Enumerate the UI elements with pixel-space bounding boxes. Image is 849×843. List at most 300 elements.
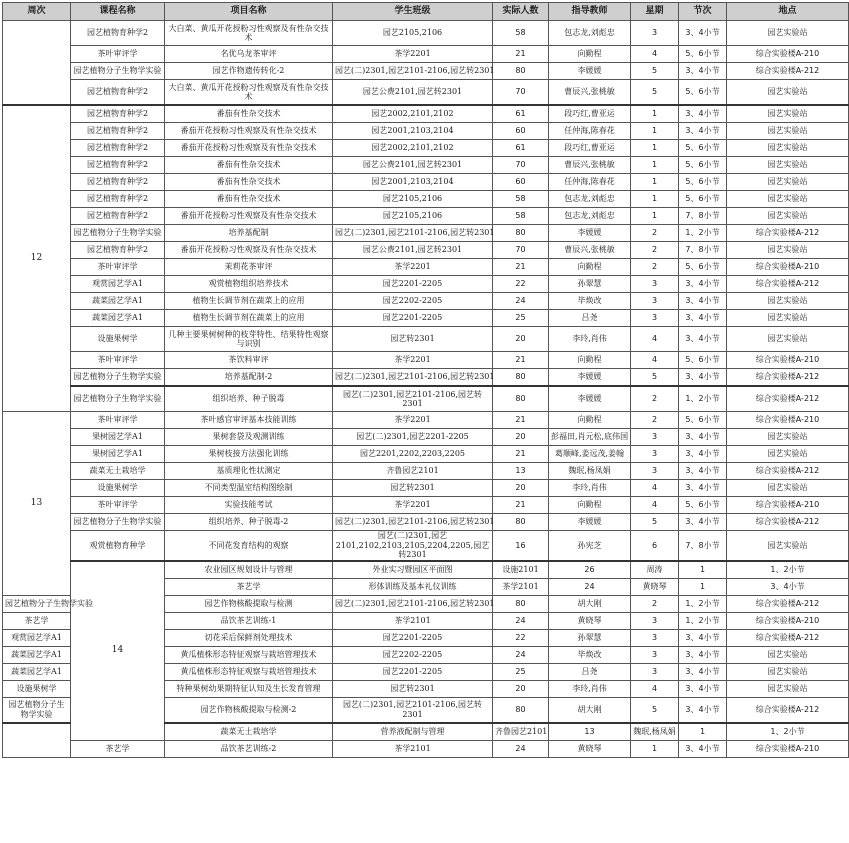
teacher-cell: 魏珉,杨凤娟 (549, 463, 631, 480)
weekday-cell: 1 (631, 140, 679, 157)
class-cell: 园艺(二)2301,园艺2201-2205 (333, 429, 493, 446)
teacher-cell: 段巧红,曹亚运 (549, 140, 631, 157)
weekday-cell: 4 (631, 497, 679, 514)
class-cell: 园艺(二)2301,园艺2101-2106,园艺转2301 (333, 225, 493, 242)
course-cell: 蔬菜园艺学A1 (71, 293, 165, 310)
class-cell: 园艺2002,2101,2102 (333, 140, 493, 157)
course-cell: 园艺植物育种学2 (71, 157, 165, 174)
project-cell: 园艺作物核酸提取与检测 (165, 595, 333, 612)
period-cell: 3、4小节 (679, 446, 727, 463)
count-cell: 20 (493, 680, 549, 697)
project-cell: 培养基配制-2 (165, 369, 333, 387)
class-cell: 园艺转2301 (333, 480, 493, 497)
project-cell: 切花采后保鲜剂处理技术 (165, 629, 333, 646)
table-row (3, 310, 849, 327)
count-cell: 80 (493, 386, 549, 412)
period-cell: 1、2小节 (679, 612, 727, 629)
location-cell: 园艺实验站 (727, 293, 849, 310)
table-row (3, 276, 849, 293)
course-cell: 蔬菜无土栽培学 (71, 463, 165, 480)
teacher-cell: 李媛媛 (549, 514, 631, 531)
teacher-cell: 任仲海,陈春花 (549, 174, 631, 191)
project-cell: 番茄有性杂交技术 (165, 157, 333, 174)
course-cell: 园艺植物育种学2 (71, 208, 165, 225)
course-cell: 茶艺学 (165, 578, 333, 595)
table-row (3, 463, 849, 480)
course-cell: 观赏植物育种学 (71, 531, 165, 561)
week-cell (3, 723, 71, 758)
course-cell: 茶叶审评学 (71, 412, 165, 429)
location-cell: 园艺实验站 (727, 123, 849, 140)
count-cell: 70 (493, 80, 549, 106)
period-cell: 3、4小节 (679, 463, 727, 480)
weekday-cell: 3 (631, 446, 679, 463)
weekday-cell: 1 (679, 578, 727, 595)
weekday-cell: 2 (631, 412, 679, 429)
class-cell: 茶学2201 (333, 497, 493, 514)
location-cell: 综合实验楼A-210 (727, 259, 849, 276)
location-cell: 园艺实验站 (727, 174, 849, 191)
class-cell: 茶学2201 (333, 46, 493, 63)
class-cell: 园艺(二)2301,园艺2101,2102,2103,2105,2204,2205,园艺转2301 (333, 531, 493, 561)
location-cell: 园艺实验站 (727, 21, 849, 46)
project-cell: 番茄开花授粉习性观察及有性杂交技术 (165, 208, 333, 225)
teacher-cell: 包志龙,刘彪忠 (549, 21, 631, 46)
teacher-cell: 葛顺峰,姜远茂,姜翰 (549, 446, 631, 463)
project-cell: 植物生长调节剂在蔬菜上的应用 (165, 293, 333, 310)
weekday-cell: 2 (631, 225, 679, 242)
project-cell: 果树枝接方法强化训练 (165, 446, 333, 463)
location-cell: 综合实验楼A-210 (727, 412, 849, 429)
course-cell: 园艺植物育种学2 (71, 105, 165, 123)
project-cell: 番茄有性杂交技术 (165, 174, 333, 191)
teacher-cell: 向勤程 (549, 412, 631, 429)
teacher-cell: 胡大刚 (549, 595, 631, 612)
count-cell: 61 (493, 140, 549, 157)
period-cell: 3、4小节 (679, 123, 727, 140)
period-cell: 1、2小节 (679, 595, 727, 612)
class-cell: 茶学2101 (333, 740, 493, 757)
count-cell: 80 (493, 63, 549, 80)
class-cell: 园艺公费2101,园艺转2301 (333, 80, 493, 106)
teacher-cell: 毕焕改 (549, 646, 631, 663)
weekday-cell: 5 (631, 514, 679, 531)
period-cell: 3、4小节 (679, 276, 727, 293)
weekday-cell: 3 (631, 21, 679, 46)
project-cell: 形体训练及基本礼仪训练 (333, 578, 493, 595)
count-cell: 58 (493, 191, 549, 208)
class-cell: 园艺公费2101,园艺转2301 (333, 157, 493, 174)
count-cell: 24 (493, 646, 549, 663)
count-cell: 80 (493, 595, 549, 612)
table-row (3, 369, 849, 387)
period-cell: 5、6小节 (679, 140, 727, 157)
project-cell: 果树套袋及观测训练 (165, 429, 333, 446)
class-cell: 园艺2105,2106 (333, 191, 493, 208)
count-cell: 21 (493, 46, 549, 63)
course-cell: 园艺植物分子生物学实验 (71, 514, 165, 531)
week-cell (3, 21, 71, 106)
teacher-cell: 李媛媛 (549, 369, 631, 387)
teacher-cell: 黄晓琴 (549, 740, 631, 757)
course-cell: 园艺植物分子生物学实验 (71, 386, 165, 412)
header-period: 节次 (679, 3, 727, 21)
period-cell: 3、4小节 (679, 21, 727, 46)
count-cell: 58 (493, 208, 549, 225)
course-cell: 茶叶审评学 (71, 352, 165, 369)
period-cell: 3、4小节 (679, 369, 727, 387)
location-cell: 园艺实验站 (727, 327, 849, 352)
course-cell: 蔬菜园艺学A1 (3, 646, 71, 663)
class-cell: 园艺2202-2205 (333, 293, 493, 310)
location-cell: 园艺实验站 (727, 429, 849, 446)
table-row (3, 497, 849, 514)
table-row (3, 561, 849, 579)
table-row (3, 80, 849, 106)
count-cell: 20 (493, 327, 549, 352)
teacher-cell: 向勤程 (549, 352, 631, 369)
project-cell: 番茄开花授粉习性观察及有性杂交技术 (165, 123, 333, 140)
project-cell: 组织培养、种子脱毒 (165, 386, 333, 412)
count-cell: 80 (493, 369, 549, 387)
count-cell: 13 (493, 463, 549, 480)
weekday-cell: 4 (631, 680, 679, 697)
teacher-cell: 任仲海,陈春花 (549, 123, 631, 140)
teacher-cell: 李媛媛 (549, 386, 631, 412)
course-cell: 园艺植物育种学2 (71, 21, 165, 46)
count-cell: 25 (493, 310, 549, 327)
table-row (3, 123, 849, 140)
header-week: 周次 (3, 3, 71, 21)
course-cell: 观赏园艺学A1 (3, 629, 71, 646)
count-cell: 70 (493, 157, 549, 174)
location-cell: 综合实验楼A-210 (727, 612, 849, 629)
weekday-cell: 3 (631, 429, 679, 446)
table-row (3, 21, 849, 46)
course-cell: 园艺植物分子生物学实验 (3, 595, 71, 612)
course-cell: 园艺植物育种学2 (71, 123, 165, 140)
class-cell: 园艺2202-2205 (333, 646, 493, 663)
weekday-cell: 1 (679, 561, 727, 579)
teacher-cell: 魏珉,杨凤娟 (631, 723, 679, 741)
table-row (3, 174, 849, 191)
project-cell: 品饮茶艺训练-1 (165, 612, 333, 629)
location-cell: 园艺实验站 (727, 680, 849, 697)
table-row (3, 531, 849, 561)
period-cell: 3、4小节 (679, 663, 727, 680)
location-cell: 综合实验楼A-212 (727, 514, 849, 531)
location-cell: 综合实验楼A-210 (727, 740, 849, 757)
period-cell: 5、6小节 (679, 259, 727, 276)
weekday-cell: 3 (631, 293, 679, 310)
period-cell: 7、8小节 (679, 531, 727, 561)
count-cell: 21 (493, 352, 549, 369)
project-cell: 大白菜、黄瓜开花授粉习性观察及有性杂交技术 (165, 80, 333, 106)
location-cell: 园艺实验站 (727, 663, 849, 680)
project-cell: 黄瓜植株形态特征观察与栽培管理技术 (165, 663, 333, 680)
schedule-body (3, 21, 849, 758)
course-cell: 园艺植物分子生物学实验 (71, 63, 165, 80)
course-cell: 茶叶审评学 (71, 46, 165, 63)
teacher-cell: 李玲,肖伟 (549, 480, 631, 497)
period-cell: 1、2小节 (727, 561, 849, 579)
table-row (3, 63, 849, 80)
header-teacher: 指导教师 (549, 3, 631, 21)
location-cell: 综合实验楼A-210 (727, 46, 849, 63)
location-cell: 园艺实验站 (727, 80, 849, 106)
project-cell: 园艺作物核酸提取与检测-2 (165, 697, 333, 723)
teacher-cell: 李玲,肖伟 (549, 680, 631, 697)
project-cell: 黄瓜植株形态特征观察与栽培管理技术 (165, 646, 333, 663)
location-cell: 园艺实验站 (727, 646, 849, 663)
class-cell: 园艺2105,2106 (333, 21, 493, 46)
table-row (3, 225, 849, 242)
location-cell: 园艺实验站 (727, 191, 849, 208)
period-cell: 3、4小节 (679, 646, 727, 663)
teacher-cell: 包志龙,刘彪忠 (549, 191, 631, 208)
project-cell: 大白菜、黄瓜开花授粉习性观察及有性杂交技术 (165, 21, 333, 46)
table-row (3, 259, 849, 276)
class-cell: 园艺(二)2301,园艺2101-2106,园艺转2301 (333, 697, 493, 723)
project-cell: 不同花发育结构的观察 (165, 531, 333, 561)
course-cell: 茶艺学 (71, 740, 165, 757)
period-cell: 1、2小节 (679, 225, 727, 242)
period-cell: 5、6小节 (679, 191, 727, 208)
location-cell: 综合实验楼A-212 (727, 595, 849, 612)
schedule-sheet (2, 2, 820, 758)
weekday-cell: 3 (631, 463, 679, 480)
period-cell: 3、4小节 (679, 480, 727, 497)
period-cell: 1、2小节 (727, 723, 849, 741)
teacher-cell: 曹辰兴,张桃敏 (549, 157, 631, 174)
class-cell: 园艺2201-2205 (333, 663, 493, 680)
location-cell: 综合实验楼A-212 (727, 386, 849, 412)
teacher-cell: 曹辰兴,张桃敏 (549, 242, 631, 259)
weekday-cell: 3 (631, 663, 679, 680)
week-cell: 13 (3, 412, 71, 596)
table-row (3, 352, 849, 369)
class-cell: 园艺2201-2205 (333, 629, 493, 646)
period-cell: 5、6小节 (679, 80, 727, 106)
weekday-cell: 6 (631, 531, 679, 561)
project-cell: 品饮茶艺训练-2 (165, 740, 333, 757)
weekday-cell: 1 (679, 723, 727, 741)
course-cell: 设施果树学 (71, 480, 165, 497)
location-cell: 园艺实验站 (727, 480, 849, 497)
count-cell: 21 (493, 446, 549, 463)
period-cell: 3、4小节 (679, 697, 727, 723)
weekday-cell: 5 (631, 369, 679, 387)
course-cell: 茶叶审评学 (71, 497, 165, 514)
class-cell: 茶学2201 (333, 412, 493, 429)
period-cell: 3、4小节 (679, 310, 727, 327)
period-cell: 5、6小节 (679, 157, 727, 174)
weekday-cell: 3 (631, 646, 679, 663)
teacher-cell: 李媛媛 (549, 63, 631, 80)
project-cell: 番茄开花授粉习性观察及有性杂交技术 (165, 242, 333, 259)
location-cell: 园艺实验站 (727, 140, 849, 157)
weekday-cell: 1 (631, 208, 679, 225)
weekday-cell: 5 (631, 697, 679, 723)
count-cell: 24 (493, 612, 549, 629)
header-location: 地点 (727, 3, 849, 21)
project-cell: 特种果树幼果期特征认知及生长发育管理 (165, 680, 333, 697)
teacher-cell: 段巧红,曹亚运 (549, 105, 631, 123)
period-cell: 3、4小节 (679, 514, 727, 531)
project-cell: 几种主要果树树种的枝芽特性、结果特性观察与识别 (165, 327, 333, 352)
count-cell: 21 (493, 497, 549, 514)
location-cell: 综合实验楼A-212 (727, 276, 849, 293)
period-cell: 1、2小节 (679, 386, 727, 412)
table-row (3, 740, 849, 757)
count-cell: 80 (493, 514, 549, 531)
weekday-cell: 4 (631, 480, 679, 497)
teacher-cell: 彭福田,肖元松,底伟国 (549, 429, 631, 446)
count-cell: 80 (493, 697, 549, 723)
table-row (3, 191, 849, 208)
course-cell: 园艺植物育种学2 (71, 174, 165, 191)
period-cell: 3、4小节 (679, 629, 727, 646)
teacher-cell: 李媛媛 (549, 225, 631, 242)
course-cell: 园艺植物育种学2 (71, 80, 165, 106)
location-cell: 园艺实验站 (727, 242, 849, 259)
project-cell: 名优乌龙茶审评 (165, 46, 333, 63)
weekday-cell: 5 (631, 63, 679, 80)
location-cell: 综合实验楼A-212 (727, 463, 849, 480)
period-cell: 3、4小节 (727, 578, 849, 595)
location-cell: 园艺实验站 (727, 531, 849, 561)
count-cell: 21 (493, 412, 549, 429)
count-cell: 21 (493, 259, 549, 276)
class-cell: 园艺(二)2301,园艺2101-2106,园艺转2301 (333, 514, 493, 531)
count-cell: 13 (549, 723, 631, 741)
project-cell: 植物生长调节剂在蔬菜上的应用 (165, 310, 333, 327)
project-cell: 茉莉花茶审评 (165, 259, 333, 276)
class-cell: 园艺2201-2205 (333, 310, 493, 327)
location-cell: 园艺实验站 (727, 105, 849, 123)
weekday-cell: 4 (631, 46, 679, 63)
project-cell: 茶饮料审评 (165, 352, 333, 369)
course-cell: 园艺植物分子生物学实验 (71, 369, 165, 387)
count-cell: 24 (549, 578, 631, 595)
teacher-cell: 向勤程 (549, 497, 631, 514)
location-cell: 综合实验楼A-212 (727, 369, 849, 387)
location-cell: 综合实验楼A-212 (727, 63, 849, 80)
project-cell: 组织培养、种子脱毒-2 (165, 514, 333, 531)
teacher-cell: 孙宪芝 (549, 531, 631, 561)
course-cell: 农业园区规划设计与管理 (165, 561, 333, 579)
table-row (3, 46, 849, 63)
project-cell: 基质理化性状测定 (165, 463, 333, 480)
class-cell: 齐鲁园艺2101 (493, 723, 549, 741)
weekday-cell: 3 (631, 276, 679, 293)
count-cell: 16 (493, 531, 549, 561)
teacher-cell: 周涛 (631, 561, 679, 579)
teacher-cell: 毕焕改 (549, 293, 631, 310)
teacher-cell: 孙翠慧 (549, 629, 631, 646)
course-cell: 蔬菜园艺学A1 (3, 663, 71, 680)
count-cell: 20 (493, 480, 549, 497)
teacher-cell: 黄晓琴 (549, 612, 631, 629)
period-cell: 5、6小节 (679, 412, 727, 429)
project-cell: 番茄有性杂交技术 (165, 105, 333, 123)
table-row (3, 386, 849, 412)
period-cell: 3、4小节 (679, 105, 727, 123)
header-row (3, 3, 849, 21)
class-cell: 齐鲁园艺2101 (333, 463, 493, 480)
table-row (3, 208, 849, 225)
course-cell: 园艺植物分子生物学实验 (3, 697, 71, 723)
table-row (3, 140, 849, 157)
location-cell: 综合实验楼A-210 (727, 497, 849, 514)
class-cell: 园艺转2301 (333, 327, 493, 352)
project-cell: 茶叶感官审评基本技能训练 (165, 412, 333, 429)
course-cell: 果树园艺学A1 (71, 446, 165, 463)
class-cell: 园艺(二)2301,园艺2101-2106,园艺转2301 (333, 595, 493, 612)
week-cell: 12 (3, 105, 71, 412)
period-cell: 3、4小节 (679, 293, 727, 310)
teacher-cell: 向勤程 (549, 259, 631, 276)
teacher-cell: 向勤程 (549, 46, 631, 63)
period-cell: 3、4小节 (679, 429, 727, 446)
weekday-cell: 2 (631, 242, 679, 259)
project-cell: 培养基配制 (165, 225, 333, 242)
table-row (3, 327, 849, 352)
course-cell: 园艺植物育种学2 (71, 140, 165, 157)
count-cell: 58 (493, 21, 549, 46)
count-cell: 60 (493, 123, 549, 140)
location-cell: 综合实验楼A-212 (727, 629, 849, 646)
project-cell: 观赏植物组织培养技术 (165, 276, 333, 293)
project-cell: 园艺作物遗传转化-2 (165, 63, 333, 80)
weekday-cell: 1 (631, 174, 679, 191)
header-class: 学生班级 (333, 3, 493, 21)
class-cell: 园艺(二)2301,园艺2101-2106,园艺转2301 (333, 63, 493, 80)
course-cell: 蔬菜无土栽培学 (165, 723, 333, 741)
weekday-cell: 1 (631, 123, 679, 140)
location-cell: 园艺实验站 (727, 310, 849, 327)
course-cell: 设施果树学 (3, 680, 71, 697)
period-cell: 7、8小节 (679, 208, 727, 225)
course-cell: 茶艺学 (3, 612, 71, 629)
weekday-cell: 2 (631, 259, 679, 276)
teacher-cell: 吕尧 (549, 663, 631, 680)
weekday-cell: 1 (631, 740, 679, 757)
table-row (3, 446, 849, 463)
count-cell: 25 (493, 663, 549, 680)
class-cell: 设施2101 (493, 561, 549, 579)
course-cell: 园艺植物分子生物学实验 (71, 225, 165, 242)
period-cell: 3、4小节 (679, 680, 727, 697)
count-cell: 20 (493, 429, 549, 446)
count-cell: 22 (493, 629, 549, 646)
header-project: 项目名称 (165, 3, 333, 21)
class-cell: 园艺2001,2103,2104 (333, 123, 493, 140)
count-cell: 24 (493, 740, 549, 757)
project-cell: 外业实习暨园区平面图 (333, 561, 493, 579)
teacher-cell: 包志龙,刘彪忠 (549, 208, 631, 225)
table-row (3, 412, 849, 429)
header-weekday: 星期 (631, 3, 679, 21)
teacher-cell: 吕尧 (549, 310, 631, 327)
class-cell: 园艺2105,2106 (333, 208, 493, 225)
teacher-cell: 李玲,肖伟 (549, 327, 631, 352)
period-cell: 3、4小节 (679, 327, 727, 352)
table-row (3, 429, 849, 446)
project-cell: 番茄开花授粉习性观察及有性杂交技术 (165, 140, 333, 157)
project-cell: 实验技能考试 (165, 497, 333, 514)
table-row (3, 514, 849, 531)
